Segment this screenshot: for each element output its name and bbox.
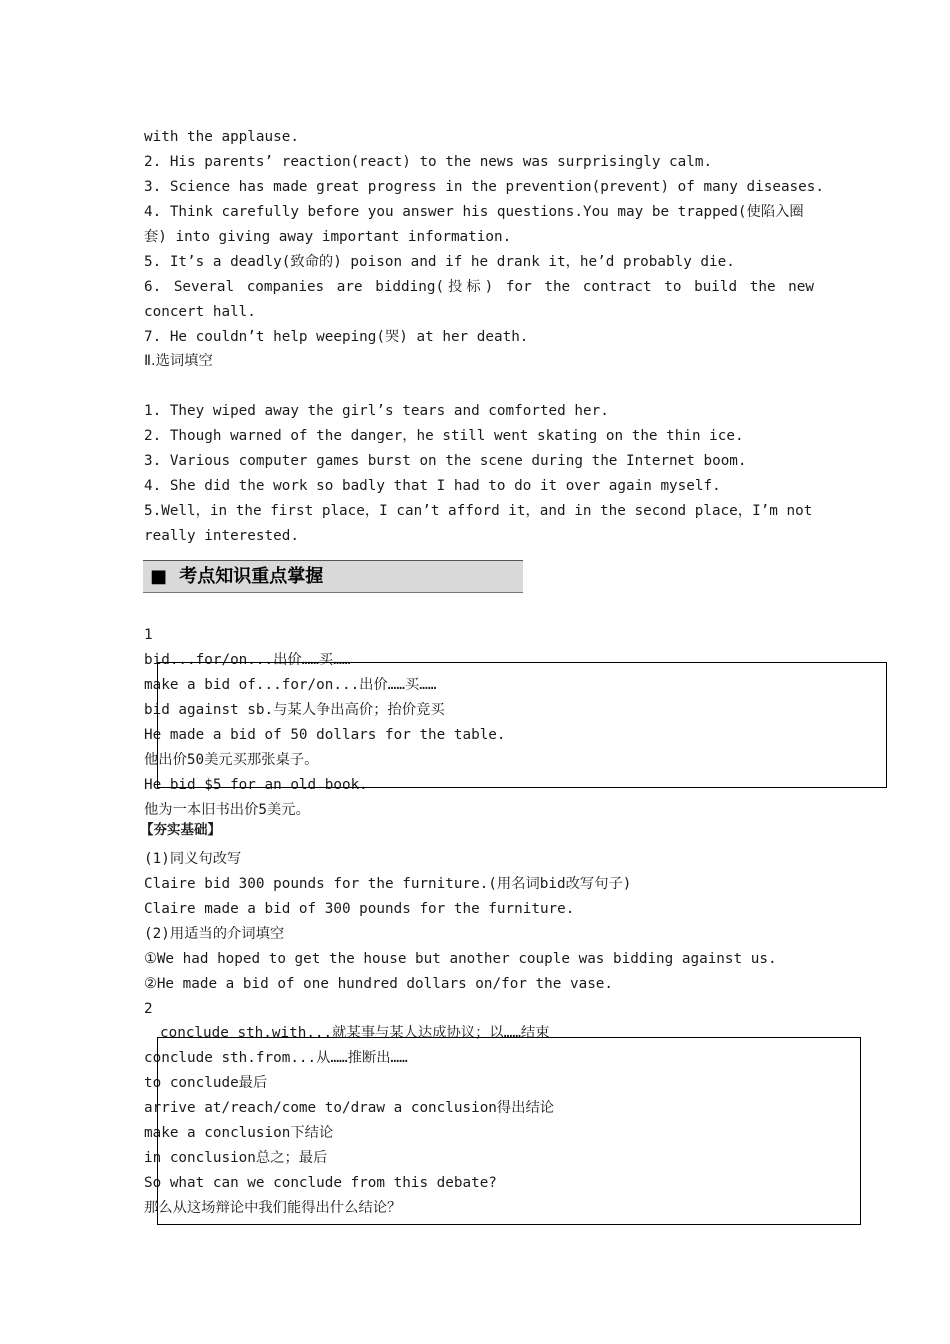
exercise-line: (2)用适当的介词填空 [144,926,285,942]
answer-line: concert hall. [144,304,256,320]
answer-line: with the applause. [144,129,299,145]
vocab-line: 5.Well，in the first place，I can’t afford it，and in the second place，I’m not [144,503,813,519]
point-line: So what can we conclude from this debate? [144,1175,497,1191]
point-line: to conclude最后 [144,1075,268,1091]
exercise-line: ②He made a bid of one hundred dollars on/for the vase. [144,976,614,992]
exercise-line: ①We had hoped to get the house but another couple was bidding against us. [144,951,777,967]
point-number: 2 [144,1001,153,1017]
exercise-line: (1)同义句改写 [144,851,242,867]
vocab-line: 1. They wiped away the girl’s tears and comforted her. [144,403,609,419]
square-bullet-icon: ■ [150,566,168,587]
point-line: He made a bid of 50 dollars for the table. [144,727,506,743]
vocab-line: really interested. [144,528,299,544]
point-line: make a conclusion下结论 [144,1125,334,1141]
point-line: bid against sb.与某人争出高价；抬价竞买 [144,702,445,718]
banner-title-text: 考点知识重点掌握 [179,566,324,587]
point-line: 他出价50美元买那张桌子。 [144,752,319,768]
section-heading: Ⅱ.选词填空 [144,353,213,369]
vocab-line: 4. She did the work so badly that I had to do it over again myself. [144,478,721,494]
point-line: bid...for/on...出价……买…… [144,652,351,668]
point-line: arrive at/reach/come to/draw a conclusion得出结论 [144,1100,555,1116]
answer-line: 6. Several companies are bidding(投标) for the contract to build the new [144,279,814,295]
answer-line: 套) into giving away important information. [144,229,512,245]
answer-line: 7. He couldn’t help weeping(哭) at her death. [144,329,529,345]
vocab-line: 2. Though warned of the danger，he still went skating on the thin ice. [144,428,744,444]
point-line: 那么从这场辩论中我们能得出什么结论？ [144,1200,402,1216]
point-line: conclude sth.from...从……推断出…… [144,1050,408,1066]
vocab-line: 3. Various computer games burst on the scene during the Internet boom. [144,453,747,469]
answer-line: 4. Think carefully before you answer his questions.You may be trapped(使陷入圈 [144,204,804,220]
answer-line: 2. His parents’ reaction(react) to the news was surprisingly calm. [144,154,713,170]
point-line: conclude sth.with...就某事与某人达成协议；以……结束 [160,1025,550,1041]
section-subtitle: 【夯实基础】 [140,822,221,838]
point-line: in conclusion总之；最后 [144,1150,328,1166]
section-banner-title [150,566,323,588]
answer-line: 5. It’s a deadly(致命的) poison and if he drank it，he’d probably die. [144,254,735,270]
point-line: He bid $5 for an old book. [144,777,368,793]
point-line: 他为一本旧书出价5美元。 [144,802,310,818]
point-line: make a bid of...for/on...出价……买…… [144,677,437,693]
point-number: 1 [144,627,153,643]
answer-line: 3. Science has made great progress in the prevention(prevent) of many diseases. [144,179,824,195]
exercise-line: Claire bid 300 pounds for the furniture.(用名词bid改写句子) [144,876,632,892]
exercise-line: Claire made a bid of 300 pounds for the furniture. [144,901,575,917]
